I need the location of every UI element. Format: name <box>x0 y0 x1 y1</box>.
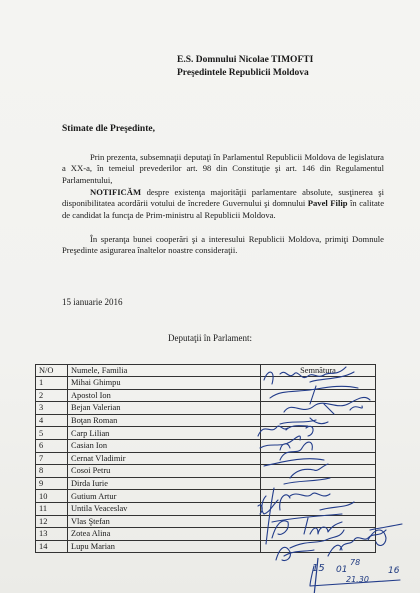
deputy-name: Lupu Marian <box>68 540 261 553</box>
recipient-name: E.S. Domnului Nicolae TIMOFTI <box>177 55 314 65</box>
stamp-day: 15 <box>312 563 325 574</box>
row-number: 1 <box>36 377 68 390</box>
paragraph-intro <box>62 152 384 186</box>
table-caption: Deputaţii în Parlament: <box>168 333 252 343</box>
deputy-name: Casian Ion <box>68 439 261 452</box>
row-number: 9 <box>36 477 68 490</box>
stamp-year: 16 <box>388 566 400 576</box>
deputy-name: Carp Lilian <box>68 427 261 440</box>
header-number: N/O <box>36 365 68 377</box>
candidate-name: Pavel Filip <box>307 198 348 209</box>
notification-text-a: despre existenţa majorităţii parlamentare absolute, susţinerea şi disponibilitatea acordării votului de încredere Guvernului şi domnului <box>62 187 384 209</box>
row-number: 5 <box>36 427 68 440</box>
stamp-number: 78 <box>350 558 361 567</box>
stamp-month: 01 <box>336 565 348 575</box>
document-date: 15 ianuarie 2016 <box>62 297 123 307</box>
row-number: 7 <box>36 452 68 465</box>
row-number: 14 <box>36 540 68 553</box>
row-number: 6 <box>36 439 68 452</box>
row-number: 13 <box>36 528 68 541</box>
paragraph-closing-text: În speranţa bunei cooperări şi a interesului Republicii Moldova, primiţi Domnule Preşedinte asigurarea înaltelor noastre consideraţii. <box>62 234 384 256</box>
deputy-name: Untila Veaceslav <box>68 502 261 515</box>
header-signature: Semnătura <box>261 365 376 377</box>
row-number: 10 <box>36 490 68 503</box>
row-number: 8 <box>36 465 68 478</box>
row-number: 2 <box>36 389 68 402</box>
deputy-name: Cosoi Petru <box>68 465 261 478</box>
paragraph-intro-text: Prin prezenta, subsemnaţii deputaţi în Parlamentul Republicii Moldova de legislatura a XX-a, în temeiul prevederilor art. 98 din Constituţie şi art. 146 din Regulamentul Parlamentului, <box>62 152 384 185</box>
stamp-time: 21.30 <box>346 575 369 584</box>
row-number: 4 <box>36 414 68 427</box>
paragraph-notification <box>62 187 384 221</box>
deputy-name: Zotea Alina <box>68 528 261 541</box>
deputy-name: Boţan Roman <box>68 414 261 427</box>
deputy-name: Cernat Vladimir <box>68 452 261 465</box>
deputy-name: Mihai Ghimpu <box>68 377 261 390</box>
handwritten-signatures <box>250 360 420 593</box>
deputy-name: Vlas Ştefan <box>68 515 261 528</box>
salutation: Stimate dle Preşedinte, <box>62 124 155 134</box>
row-number: 11 <box>36 502 68 515</box>
notification-text-b: în calitate de candidat la funcţa de Prim-ministru al Republicii Moldova. <box>62 198 385 220</box>
paragraph-closing <box>62 234 384 257</box>
notification-keyword: NOTIFICĂM <box>90 187 142 197</box>
recipient-title: Preşedintele Republicii Moldova <box>177 68 309 78</box>
deputy-name: Bejan Valerian <box>68 402 261 415</box>
header-name: Numele, Familia <box>68 365 261 377</box>
row-number: 12 <box>36 515 68 528</box>
deputy-name: Gutium Artur <box>68 490 261 503</box>
row-number: 3 <box>36 402 68 415</box>
deputy-name: Dirda Iurie <box>68 477 261 490</box>
deputy-name: Apostol Ion <box>68 389 261 402</box>
